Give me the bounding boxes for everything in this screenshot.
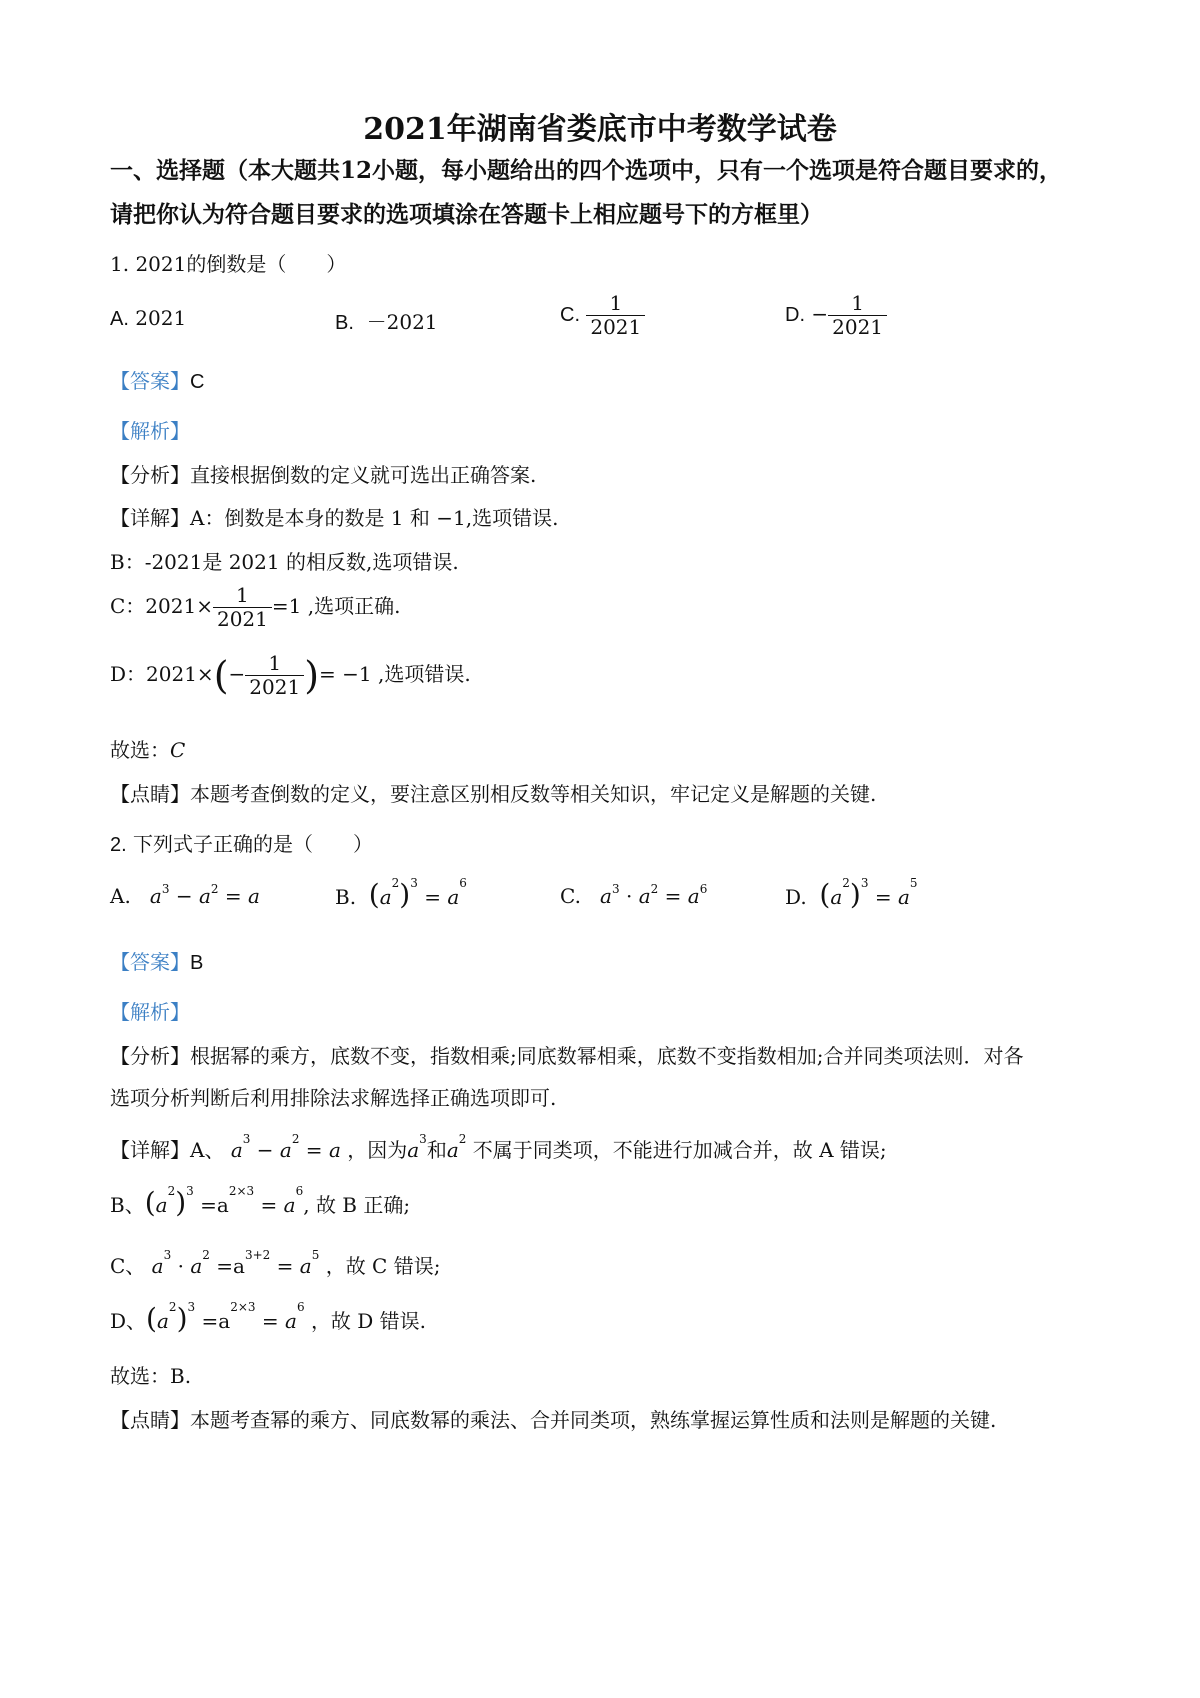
- q2-option-a: A. $a^3 - a^2 = a$: [110, 882, 260, 908]
- q1-stem: 1. 2021的倒数是（ ）: [110, 252, 347, 276]
- section-heading-line1: 一、选择题（本大题共12小题，每小题给出的四个选项中，只有一个选项是符合题目要求的，: [110, 157, 1063, 184]
- q2-option-c: C. $a^3 \cdot a^2 = a^6$: [560, 882, 708, 908]
- q2-guxuan: 故选：B.: [110, 1364, 192, 1388]
- q1-fenxi: 【分析】直接根据倒数的定义就可选出正确答案.: [110, 463, 537, 487]
- q2-fenxi-line1: 【分析】根据幂的乘方，底数不变，指数相乘;同底数幂相乘，底数不变指数相加;合并同类项法则．对各: [110, 1044, 1024, 1068]
- q2-option-d: D. $(a^2)^3 = a^5$: [785, 876, 918, 911]
- q1-line-c: C：2021× $\frac{1}{2021}$ =1 ,选项正确.: [110, 583, 401, 631]
- q1-option-d: D. − $\frac{1}{2021}$: [785, 292, 887, 339]
- q1-option-b: B. －2021: [335, 310, 438, 334]
- q1-option-c: C. $\frac{1}{2021}$: [560, 292, 645, 339]
- q1-dianjing: 【点睛】本题考查倒数的定义，要注意区别相反数等相关知识，牢记定义是解题的关键.: [110, 782, 877, 806]
- q2-dianjing: 【点睛】本题考查幂的乘方、同底数幂的乘法、合并同类项，熟练掌握运算性质和法则是解题的关键.: [110, 1408, 997, 1432]
- q2-stem: 2. 下列式子正确的是（ ）: [110, 832, 374, 856]
- q1-line-d: D：2021×(− $\frac{1}{2021}$ )= −1 ,选项错误.: [110, 651, 471, 699]
- q1-option-a: A. 2021: [110, 306, 187, 330]
- q2-line-c: C、 $a^3 \cdot a^2 =a^{3+2} = a^5$ ，故 C 错误;: [110, 1248, 441, 1278]
- q2-line-d: D、$(a^2)^3 =a^{2\times 3} = a^6$ ，故 D 错误.: [110, 1300, 427, 1335]
- q2-fenxi-line2: 选项分析判断后利用排除法求解选择正确选项即可.: [110, 1086, 557, 1110]
- q1-guxuan: 故选：C: [110, 738, 186, 762]
- q1-jiexi: 【解析】: [110, 419, 190, 443]
- q1-xiangjie: 【详解】A：倒数是本身的数是 1 和 −1,选项错误.: [110, 506, 559, 530]
- q2-xiangjie: 【详解】A、 $a^3 - a^2 = a$ ，因为$a^3$和$a^2$ 不属于同类项，不能进行加减合并，故 A 错误;: [110, 1132, 887, 1162]
- q1-line-b: B：-2021是 2021 的相反数,选项错误.: [110, 550, 459, 574]
- q2-line-b: B、$(a^2)^3 =a^{2\times 3} = a^6$, 故 B 正确;: [110, 1184, 411, 1219]
- q2-option-b: B. $(a^2)^3 = a^6$: [335, 876, 467, 911]
- page-title: 2021年湖南省娄底市中考数学试卷: [363, 112, 837, 147]
- q2-answer: 【答案】B: [110, 950, 204, 974]
- section-heading-line2: 请把你认为符合题目要求的选项填涂在答题卡上相应题号下的方框里）: [110, 201, 823, 228]
- q2-jiexi: 【解析】: [110, 1000, 190, 1024]
- q1-answer: 【答案】C: [110, 369, 205, 393]
